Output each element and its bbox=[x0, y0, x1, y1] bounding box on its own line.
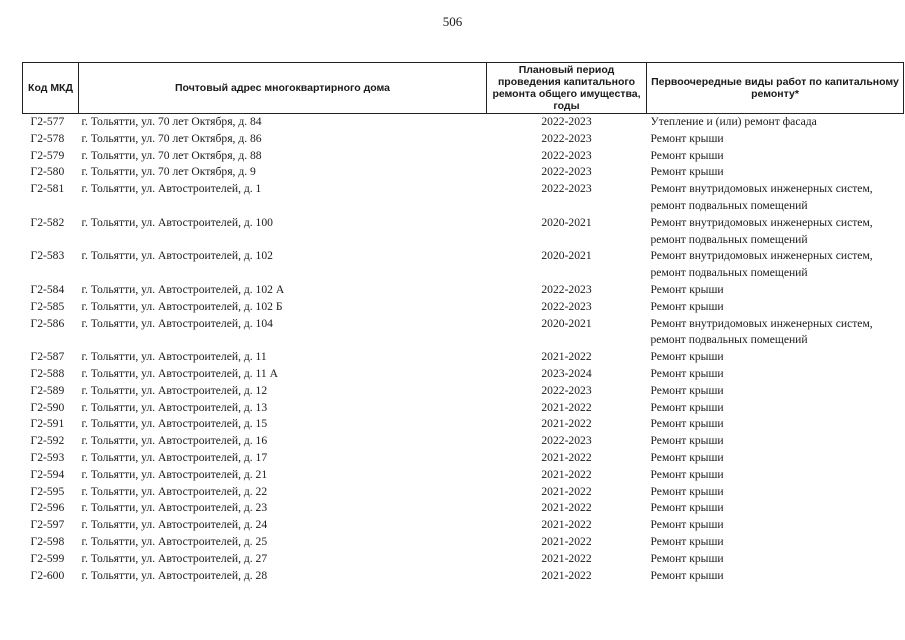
cell-works: Ремонт крыши bbox=[650, 282, 724, 296]
table-row bbox=[23, 349, 904, 366]
cell-address: г. Тольятти, ул. 70 лет Октября, д. 88 bbox=[81, 148, 262, 162]
cell-works: Ремонт внутридомовых инженерных систем, ремонт подвальных помещений bbox=[650, 249, 873, 280]
cell-address: г. Тольятти, ул. 70 лет Октября, д. 84 bbox=[81, 115, 262, 128]
cell-code: Г2-598 bbox=[30, 534, 65, 548]
cell-address: г. Тольятти, ул. Автостроителей, д. 27 bbox=[81, 551, 268, 565]
cell-works: Ремонт крыши bbox=[650, 299, 724, 313]
cell-period: 2020-2021 bbox=[541, 316, 592, 330]
cell-address: г. Тольятти, ул. Автостроителей, д. 102 bbox=[81, 249, 273, 263]
cell-code: Г2-599 bbox=[30, 551, 65, 565]
table-row bbox=[23, 181, 904, 215]
cell-address: г. Тольятти, ул. Автостроителей, д. 21 bbox=[81, 467, 268, 481]
cell-address: г. Тольятти, ул. Автостроителей, д. 1 bbox=[81, 182, 262, 196]
cell-works: Ремонт крыши bbox=[650, 383, 724, 397]
cell-code: Г2-588 bbox=[30, 366, 65, 380]
header-works: Первоочередные виды работ по капитальному ремонту* bbox=[647, 63, 904, 114]
cell-address: г. Тольятти, ул. 70 лет Октября, д. 9 bbox=[81, 165, 256, 179]
cell-code: Г2-577 bbox=[30, 115, 65, 128]
cell-address: г. Тольятти, ул. Автостроителей, д. 24 bbox=[81, 518, 268, 532]
cell-period: 2021-2022 bbox=[541, 568, 592, 582]
table-row bbox=[23, 383, 904, 400]
cell-code: Г2-596 bbox=[30, 501, 65, 515]
table-row bbox=[23, 450, 904, 467]
cell-period: 2021-2022 bbox=[541, 551, 592, 565]
header-address: Почтовый адрес многоквартирного дома bbox=[79, 63, 487, 114]
cell-works: Ремонт крыши bbox=[650, 148, 724, 162]
table-row bbox=[23, 534, 904, 551]
cell-period: 2020-2021 bbox=[541, 215, 592, 229]
cell-code: Г2-585 bbox=[30, 299, 65, 313]
cell-period: 2020-2021 bbox=[541, 249, 592, 263]
cell-address: г. Тольятти, ул. Автостроителей, д. 13 bbox=[81, 400, 268, 414]
cell-works: Ремонт крыши bbox=[650, 484, 724, 498]
table-row bbox=[23, 433, 904, 450]
cell-code: Г2-587 bbox=[30, 350, 65, 364]
table-row bbox=[23, 282, 904, 299]
cell-address: г. Тольятти, ул. Автостроителей, д. 11 А bbox=[81, 366, 278, 380]
repair-schedule-table bbox=[22, 62, 904, 584]
table-row bbox=[23, 517, 904, 534]
cell-code: Г2-600 bbox=[30, 568, 65, 582]
cell-period: 2021-2022 bbox=[541, 484, 592, 498]
cell-works: Ремонт крыши bbox=[650, 165, 724, 179]
cell-code: Г2-590 bbox=[30, 400, 65, 414]
cell-works: Ремонт крыши bbox=[650, 434, 724, 448]
cell-address: г. Тольятти, ул. Автостроителей, д. 11 bbox=[81, 350, 267, 364]
cell-period: 2021-2022 bbox=[541, 450, 592, 464]
cell-code: Г2-592 bbox=[30, 434, 65, 448]
header-row bbox=[23, 63, 904, 114]
table-row bbox=[23, 416, 904, 433]
table-row bbox=[23, 500, 904, 517]
cell-code: Г2-581 bbox=[30, 182, 65, 196]
cell-period: 2021-2022 bbox=[541, 400, 592, 414]
table-row bbox=[23, 400, 904, 417]
cell-period: 2021-2022 bbox=[541, 501, 592, 515]
cell-works: Ремонт крыши bbox=[650, 417, 724, 431]
cell-works: Ремонт крыши bbox=[650, 131, 724, 145]
table-header bbox=[23, 63, 904, 114]
cell-code: Г2-589 bbox=[30, 383, 65, 397]
cell-period: 2022-2023 bbox=[541, 434, 592, 448]
cell-address: г. Тольятти, ул. Автостроителей, д. 12 bbox=[81, 383, 268, 397]
cell-address: г. Тольятти, ул. Автостроителей, д. 100 bbox=[81, 215, 273, 229]
cell-works: Ремонт внутридомовых инженерных систем, ремонт подвальных помещений bbox=[650, 316, 873, 347]
table-row bbox=[23, 366, 904, 383]
cell-period: 2021-2022 bbox=[541, 518, 592, 532]
cell-period: 2022-2023 bbox=[541, 165, 592, 179]
cell-works: Ремонт крыши bbox=[650, 350, 724, 364]
cell-code: Г2-582 bbox=[30, 215, 65, 229]
table-row bbox=[23, 131, 904, 148]
table-row bbox=[23, 316, 904, 350]
cell-period: 2021-2022 bbox=[541, 534, 592, 548]
cell-code: Г2-584 bbox=[30, 282, 65, 296]
cell-period: 2022-2023 bbox=[541, 282, 592, 296]
cell-address: г. Тольятти, ул. Автостроителей, д. 102 Б bbox=[81, 299, 283, 313]
cell-address: г. Тольятти, ул. Автостроителей, д. 22 bbox=[81, 484, 268, 498]
cell-address: г. Тольятти, ул. Автостроителей, д. 17 bbox=[81, 450, 268, 464]
table-row bbox=[23, 299, 904, 316]
cell-works: Ремонт крыши bbox=[650, 568, 724, 582]
cell-code: Г2-586 bbox=[30, 316, 65, 330]
cell-works: Ремонт крыши bbox=[650, 518, 724, 532]
cell-works: Ремонт крыши bbox=[650, 467, 724, 481]
cell-code: Г2-595 bbox=[30, 484, 65, 498]
cell-works: Ремонт крыши bbox=[650, 501, 724, 515]
cell-period: 2022-2023 bbox=[541, 131, 592, 145]
table-row bbox=[23, 551, 904, 568]
cell-period: 2022-2023 bbox=[541, 299, 592, 313]
table-row bbox=[23, 568, 904, 585]
cell-code: Г2-594 bbox=[30, 467, 65, 481]
table-row bbox=[23, 164, 904, 181]
cell-code: Г2-583 bbox=[30, 249, 65, 263]
cell-code: Г2-579 bbox=[30, 148, 65, 162]
table-row bbox=[23, 114, 904, 131]
cell-works: Ремонт внутридомовых инженерных систем, ремонт подвальных помещений bbox=[650, 215, 873, 246]
table-row bbox=[23, 484, 904, 501]
cell-code: Г2-597 bbox=[30, 518, 65, 532]
table-body bbox=[23, 114, 904, 585]
table-row bbox=[23, 467, 904, 484]
cell-address: г. Тольятти, ул. Автостроителей, д. 15 bbox=[81, 417, 268, 431]
cell-works: Ремонт крыши bbox=[650, 551, 724, 565]
cell-period: 2022-2023 bbox=[541, 148, 592, 162]
cell-works: Ремонт крыши bbox=[650, 450, 724, 464]
cell-address: г. Тольятти, ул. Автостроителей, д. 102 А bbox=[81, 282, 285, 296]
cell-period: 2021-2022 bbox=[541, 417, 592, 431]
cell-works: Ремонт крыши bbox=[650, 534, 724, 548]
cell-address: г. Тольятти, ул. Автостроителей, д. 23 bbox=[81, 501, 268, 515]
cell-address: г. Тольятти, ул. 70 лет Октября, д. 86 bbox=[81, 131, 262, 145]
cell-code: Г2-578 bbox=[30, 131, 65, 145]
cell-period: 2021-2022 bbox=[541, 467, 592, 481]
cell-period: 2022-2023 bbox=[541, 115, 592, 128]
table-row bbox=[23, 215, 904, 249]
header-period: Плановый период проведения капитального ремонта общего имущества, годы bbox=[487, 63, 647, 114]
cell-code: Г2-591 bbox=[30, 417, 65, 431]
cell-address: г. Тольятти, ул. Автостроителей, д. 28 bbox=[81, 568, 268, 582]
table-row bbox=[23, 248, 904, 282]
cell-code: Г2-580 bbox=[30, 165, 65, 179]
cell-address: г. Тольятти, ул. Автостроителей, д. 104 bbox=[81, 316, 273, 330]
cell-period: 2022-2023 bbox=[541, 182, 592, 196]
cell-period: 2022-2023 bbox=[541, 383, 592, 397]
page-number: 506 bbox=[442, 14, 463, 29]
cell-code: Г2-593 bbox=[30, 450, 65, 464]
header-code: Код МКД bbox=[23, 63, 79, 114]
cell-works: Ремонт внутридомовых инженерных систем, ремонт подвальных помещений bbox=[650, 182, 873, 212]
cell-address: г. Тольятти, ул. Автостроителей, д. 16 bbox=[81, 434, 268, 448]
cell-period: 2021-2022 bbox=[541, 350, 592, 364]
cell-address: г. Тольятти, ул. Автостроителей, д. 25 bbox=[81, 534, 268, 548]
cell-works: Ремонт крыши bbox=[650, 400, 724, 414]
table-row bbox=[23, 148, 904, 165]
cell-works: Ремонт крыши bbox=[650, 366, 724, 380]
cell-period: 2023-2024 bbox=[541, 366, 592, 380]
cell-works: Утепление и (или) ремонт фасада bbox=[650, 115, 817, 128]
